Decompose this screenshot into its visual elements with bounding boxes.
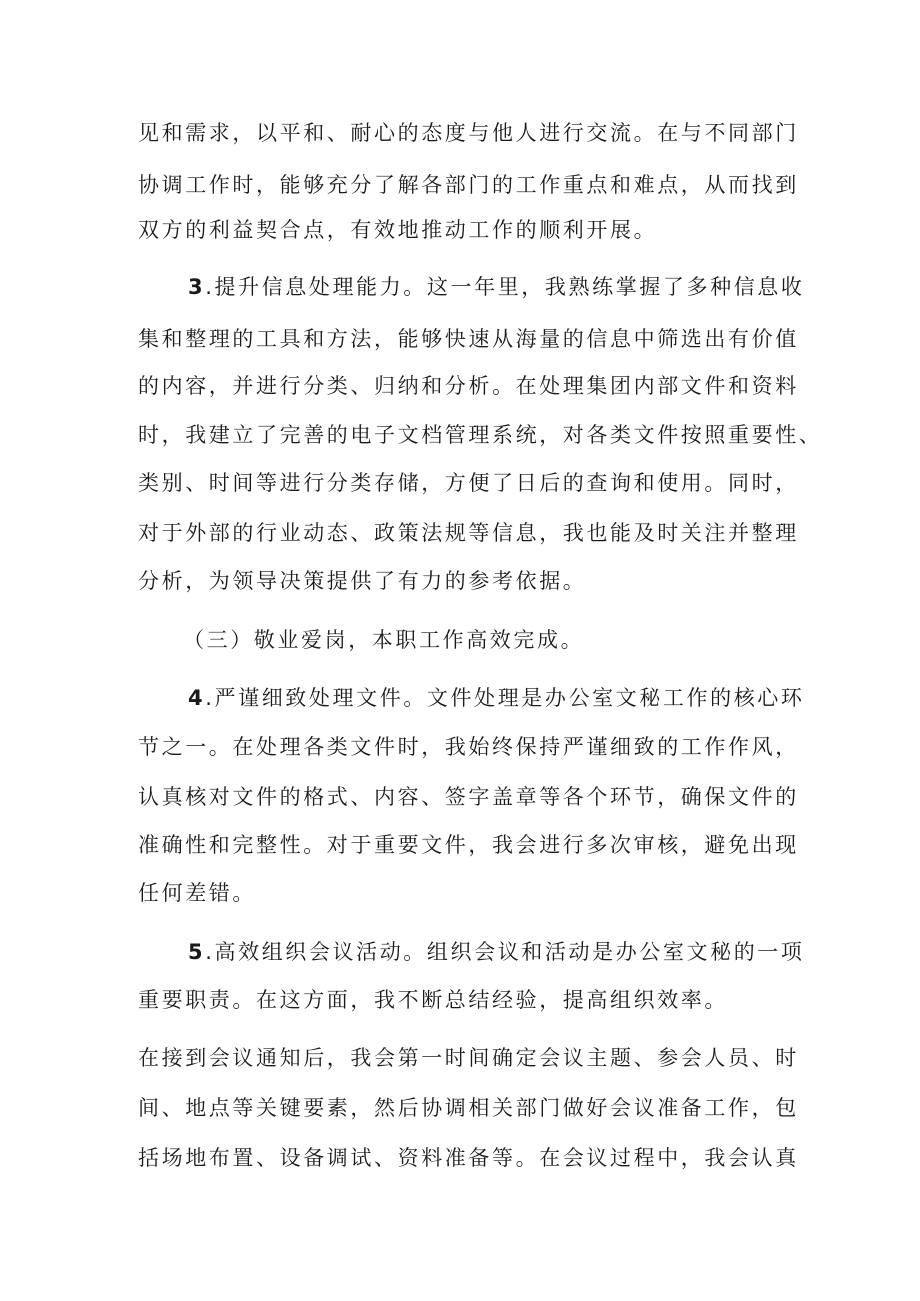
text-line: 分析，为领导决策提供了有力的参考依据。 — [138, 569, 587, 593]
text-line: 集和整理的工具和方法，能够快速从海量的信息中筛选出有价值 — [138, 327, 799, 351]
item-number-separator: . — [205, 275, 215, 299]
text-line: 协调工作时，能够充分了解各部门的工作重点和难点，从而找到 — [138, 173, 799, 197]
text-line: 括场地布置、设备调试、资料准备等。在会议过程中，我会认真 — [138, 1146, 799, 1170]
text-line: 认真核对文件的格式、内容、签字盖章等各个环节，确保文件的 — [138, 785, 799, 809]
text-line: 双方的利益契合点，有效地推动工作的顺利开展。 — [138, 218, 658, 242]
item-number: 4 — [188, 686, 206, 710]
text-line: 见和需求，以平和、耐心的态度与他人进行交流。在与不同部门 — [138, 121, 799, 145]
item-number: 5 — [188, 940, 206, 964]
text-line: 提升信息处理能力。这一年里，我熟练掌握了多种信息收 — [214, 275, 805, 299]
text-line: 重要职责。在这方面，我不断总结经验，提高组织效率。 — [138, 988, 728, 1012]
item-number: 3 — [188, 275, 206, 299]
text-line: 准确性和完整性。对于重要文件，我会进行多次审核，避免出现 — [138, 833, 799, 857]
text-line: 对于外部的行业动态、政策法规等信息，我也能及时关注并整理 — [138, 521, 799, 545]
text-line: 类别、时间等进行分类存储，方便了日后的查询和使用。同时， — [138, 471, 799, 495]
paragraph-3-first-line — [188, 272, 805, 302]
text-line: 高效组织会议活动。组织会议和活动是办公室文秘的一项 — [214, 940, 805, 964]
paragraph-4-first-line — [188, 683, 805, 713]
text-line: 间、地点等关键要素，然后协调相关部门做好会议准备工作，包 — [138, 1096, 799, 1120]
text-line: 任何差错。 — [138, 881, 256, 905]
text-line: 节之一。在处理各类文件时，我始终保持严谨细致的工作作风， — [138, 735, 799, 759]
item-number-separator: . — [205, 686, 215, 710]
paragraph-5-first-line — [188, 937, 805, 967]
item-number-separator: . — [205, 940, 215, 964]
text-line: 在接到会议通知后，我会第一时间确定会议主题、参会人员、时 — [138, 1046, 799, 1070]
text-line: 时，我建立了完善的电子文档管理系统，对各类文件按照重要性、 — [138, 423, 823, 447]
section-heading: （三）敬业爱岗，本职工作高效完成。 — [183, 628, 585, 652]
text-line: 严谨细致处理文件。文件处理是办公室文秘工作的核心环 — [214, 686, 805, 710]
text-line: 的内容，并进行分类、归纳和分析。在处理集团内部文件和资料 — [138, 374, 799, 398]
